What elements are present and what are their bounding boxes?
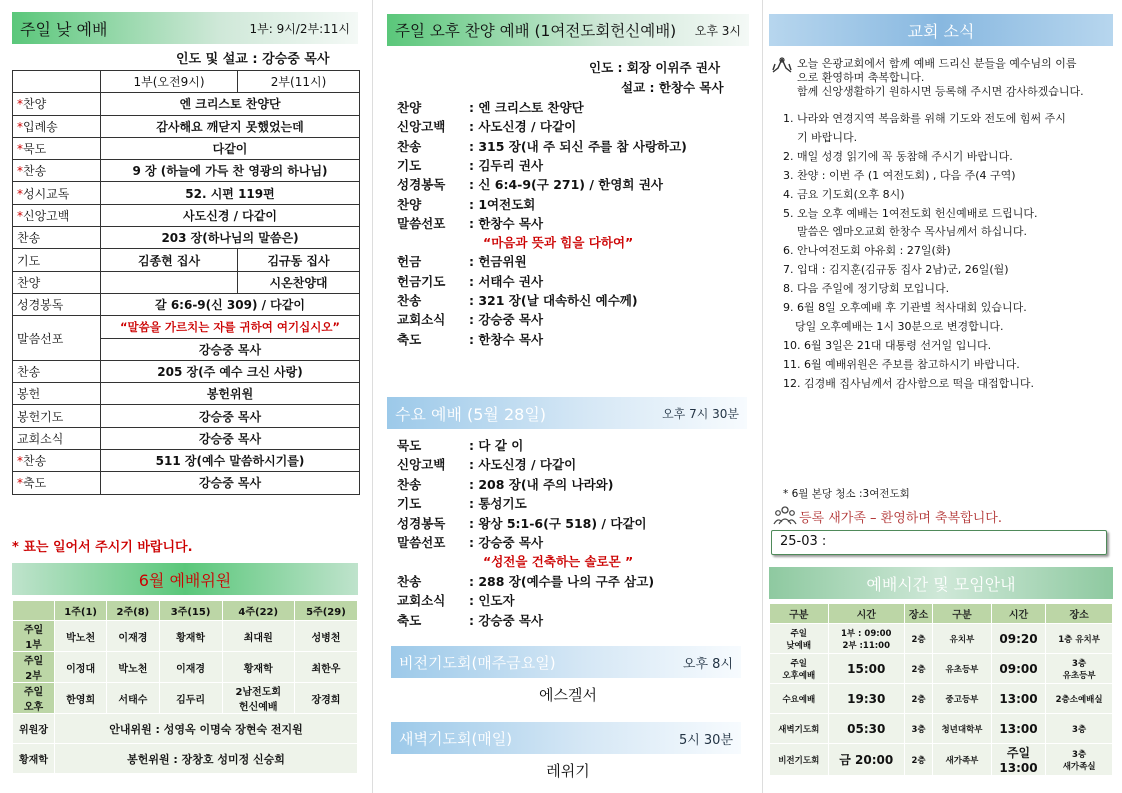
- order-value: : 신 6:4-9(구 271) / 한영희 권사: [469, 177, 663, 193]
- cleaning-note: * 6월 본당 청소 :3여전도회: [783, 488, 910, 500]
- schedule-header-cell: 구분: [933, 604, 992, 624]
- order-label: 찬송: [397, 293, 422, 308]
- duty-committee: 봉헌위원 : 장창호 성미정 신승희: [55, 744, 358, 774]
- order-label: 찬송: [397, 138, 422, 154]
- news-item: 기 바랍니다.: [797, 130, 858, 144]
- table-row: [13, 744, 358, 774]
- order-item: [397, 98, 584, 116]
- welcome-line-2: 으로 환영하며 축복합니다.: [797, 71, 925, 84]
- schedule-header-cell: 장소: [1046, 604, 1113, 624]
- row-label: [13, 360, 101, 382]
- duty-cell: 이재경: [159, 652, 222, 683]
- schedule-header-cell: 시간: [828, 604, 904, 624]
- order-label: 찬양: [397, 196, 422, 212]
- row-label-text: 찬송: [17, 231, 41, 246]
- schedule-cell: 05:30: [828, 714, 904, 744]
- schedule-cell: 유치부: [933, 624, 992, 654]
- order-label: 축도: [397, 331, 422, 347]
- schedule-cell: 청년대학부: [933, 714, 992, 744]
- row-label-text: 찬양: [17, 275, 41, 290]
- schedule-cell: 중고등부: [933, 684, 992, 714]
- schedule-cell: 3층: [1046, 714, 1113, 744]
- table-row: [13, 621, 358, 652]
- order-item: [397, 195, 535, 213]
- duty-cell: 황재학: [159, 621, 222, 652]
- row-label-text: 찬송: [23, 164, 47, 179]
- afternoon-leader: 인도 : 회장 이위주 권사: [589, 60, 721, 75]
- sermon-title: “마음과 뜻과 힘을 다하여”: [483, 235, 634, 251]
- schedule-cell: 3층 유초등부: [1046, 654, 1113, 684]
- row-label-text: 찬양: [23, 97, 47, 112]
- schedule-cell: 주일 13:00: [991, 744, 1046, 776]
- order-value: : 강승중 목사: [469, 312, 544, 328]
- order-value: : 208 장(내 주의 나라와): [469, 476, 614, 492]
- row-value-1: 김종현 집사: [101, 249, 238, 271]
- schedule-cell: 13:00: [991, 684, 1046, 714]
- order-item: [397, 611, 543, 629]
- order-item: [397, 330, 543, 348]
- order-item: [397, 533, 543, 551]
- order-value: : 1여전도회: [469, 196, 536, 212]
- table-row: [13, 714, 358, 744]
- table-row: [13, 472, 360, 494]
- schedule-cell: 3층 새가족실: [1046, 744, 1113, 776]
- dawn-text: 레위기: [546, 762, 590, 780]
- column-header: 2부(11시): [238, 71, 360, 93]
- star-mark: *: [17, 97, 23, 112]
- order-value: : 헌금위원: [469, 254, 527, 270]
- row-label: [13, 405, 101, 427]
- schedule-title: 예배시간 및 모임안내: [866, 574, 1016, 594]
- order-item: [397, 494, 527, 512]
- order-label: 묵도: [397, 438, 422, 453]
- row-value: 강승중 목사: [101, 405, 360, 427]
- row-value-2: 김규동 집사: [238, 249, 360, 271]
- table-row: [13, 204, 360, 226]
- order-value: : 한창수 목사: [469, 331, 544, 347]
- order-item: [397, 252, 527, 270]
- row-label: [13, 227, 101, 249]
- table-row: [770, 654, 1113, 684]
- order-item: [397, 156, 543, 174]
- row-label: [13, 204, 101, 226]
- schedule-cell: 1층 유치부: [1046, 624, 1113, 654]
- row-label: [13, 182, 101, 204]
- news-item: 12. 김경배 집사님께서 감사함으로 떡을 대접합니다.: [783, 376, 1034, 390]
- schedule-header-cell: 구분: [770, 604, 829, 624]
- news-item: 8. 다음 주일에 정기당회 모입니다.: [783, 282, 950, 296]
- duty-header: [12, 563, 358, 595]
- row-value: 다같이: [101, 137, 360, 159]
- schedule-header-cell: 시간: [991, 604, 1046, 624]
- duty-cell: 박노천: [107, 652, 159, 683]
- table-row: [13, 293, 360, 315]
- newcomer-box-text: 25-03 :: [780, 534, 827, 549]
- order-label: 성경봉독: [397, 515, 446, 531]
- schedule-cell: 새벽기도회: [770, 714, 829, 744]
- order-value: : 통성기도: [469, 496, 527, 512]
- order-label: 성경봉독: [397, 177, 446, 193]
- news-title: 교회 소식: [907, 21, 975, 41]
- week-header: 2주(8): [107, 601, 159, 621]
- table-row: [13, 450, 360, 472]
- sunday-service-header: [12, 12, 358, 44]
- duty-label: 주일 오후: [13, 683, 55, 714]
- wednesday-header: [387, 397, 747, 429]
- star-mark: *: [17, 119, 23, 134]
- order-value: : 김두리 권사: [469, 157, 544, 173]
- schedule-header: [769, 567, 1113, 599]
- row-value: 52. 시편 119편: [101, 182, 360, 204]
- order-item: [483, 552, 633, 570]
- row-label: [13, 93, 101, 115]
- row-label: [13, 115, 101, 137]
- news-item: 2. 매일 성경 읽기에 꼭 동참해 주시기 바랍니다.: [783, 149, 1013, 163]
- order-value: : 사도신경 / 다같이: [469, 457, 577, 473]
- order-label: 신앙고백: [397, 119, 446, 135]
- duty-cell: 최대원: [222, 621, 294, 652]
- schedule-cell: 유초등부: [933, 654, 992, 684]
- schedule-cell: 새가족부: [933, 744, 992, 776]
- order-value: : 288 장(예수를 나의 구주 삼고): [469, 573, 655, 589]
- news-item: 3. 찬양 : 이번 주 (1 여전도회) , 다음 주(4 구역): [783, 168, 1016, 182]
- table-row: [770, 714, 1113, 744]
- table-row: [13, 160, 360, 182]
- news-item: 5. 오늘 오후 예배는 1여전도회 헌신예배로 드립니다.: [783, 206, 1038, 220]
- order-value: : 사도신경 / 다같이: [469, 119, 577, 135]
- order-item: [397, 310, 543, 328]
- table-row: [13, 652, 358, 683]
- afternoon-service-title: 주일 오후 찬양 예배 (1여전도회헌신예배): [395, 22, 677, 40]
- order-item: [397, 272, 543, 290]
- duty-table: [12, 600, 358, 774]
- vision-text: 에스겔서: [539, 686, 597, 704]
- news-item: 6. 안나여전도회 야유회 : 27일(화): [783, 244, 951, 258]
- duty-cell: 최한우: [294, 652, 357, 683]
- duty-label: 황재학: [13, 744, 55, 774]
- news-item: 당일 오후예배는 1시 30분으로 변경합니다.: [795, 319, 1004, 333]
- news-item: 말씀은 엠마오교회 한창수 목사님께서 하십니다.: [797, 225, 1028, 239]
- star-mark: *: [17, 142, 23, 157]
- row-value: 511 장(예수 말씀하시기를): [101, 450, 360, 472]
- vision-title: 비전기도회(매주금요일): [399, 653, 556, 672]
- right-column: [762, 0, 1122, 793]
- table-row: [13, 316, 360, 338]
- order-item: [397, 475, 613, 493]
- duty-cell: 이정대: [55, 652, 107, 683]
- standing-note: * 표는 일어서 주시기 바랍니다.: [12, 540, 193, 555]
- duty-title: 6월 예배위원: [138, 570, 232, 590]
- table-row: [13, 601, 358, 621]
- row-value: 강승중 목사: [101, 338, 360, 360]
- row-label-text: 성시교독: [23, 186, 70, 201]
- row-value: 강승중 목사: [101, 472, 360, 494]
- dawn-header: [391, 722, 741, 754]
- row-label-text: 말씀선포: [17, 331, 64, 346]
- week-header: 1주(1): [55, 601, 107, 621]
- schedule-cell: 주일 오후예배: [770, 654, 829, 684]
- schedule-cell: 2층: [904, 684, 932, 714]
- row-value: 봉헌위원: [101, 383, 360, 405]
- row-label-text: 묵도: [23, 142, 47, 157]
- schedule-cell: 2층: [904, 744, 932, 776]
- duty-cell: 한영희: [55, 683, 107, 714]
- row-label: [13, 316, 101, 361]
- afternoon-preacher: 설교 : 한창수 목사: [621, 80, 724, 95]
- order-item: [397, 175, 663, 193]
- row-label-text: 봉헌기도: [17, 409, 64, 424]
- praying-hands-icon: [769, 56, 795, 78]
- order-item: [397, 214, 543, 232]
- column-header: 1부(오전9시): [101, 71, 238, 93]
- star-mark: *: [17, 186, 23, 201]
- news-header: [769, 14, 1113, 46]
- row-value: 203 장(하나님의 말씀은): [101, 227, 360, 249]
- order-value: : 서태수 권사: [469, 273, 544, 289]
- row-label-text: 성경봉독: [17, 298, 64, 313]
- table-row: [770, 744, 1113, 776]
- schedule-cell: 15:00: [828, 654, 904, 684]
- sunday-service-times: 1부: 9시/2부:11시: [249, 21, 350, 36]
- row-label: [13, 450, 101, 472]
- order-label: 헌금: [397, 254, 422, 270]
- order-label: 말씀선포: [397, 215, 446, 231]
- table-row: [13, 93, 360, 115]
- row-label: [13, 472, 101, 494]
- order-label: 말씀선포: [397, 535, 446, 550]
- order-label: 기도: [397, 496, 422, 512]
- order-label: 기도: [397, 157, 422, 173]
- duty-cell: 김두리: [159, 683, 222, 714]
- newcomer-title: 등록 새가족 – 환영하며 축복합니다.: [799, 511, 1002, 526]
- row-label-text: 교회소식: [17, 431, 64, 446]
- vision-header: [391, 646, 741, 678]
- row-value: 205 장(주 예수 크신 사랑): [101, 360, 360, 382]
- row-value-1: [101, 271, 238, 293]
- leader-line: 인도 및 설교 : 강승중 목사: [176, 52, 330, 67]
- sermon-title: “말씀을 가르치는 자를 귀하여 여기십시오”: [101, 316, 360, 338]
- row-label-text: 축도: [23, 476, 47, 491]
- worship-order-table: [12, 70, 360, 495]
- week-header: 3주(15): [159, 601, 222, 621]
- schedule-header-cell: 장소: [904, 604, 932, 624]
- row-label: [13, 249, 101, 271]
- duty-cell: 성병천: [294, 621, 357, 652]
- dawn-title: 새벽기도회(매일): [399, 729, 513, 748]
- table-row: [13, 249, 360, 271]
- schedule-cell: 09:20: [991, 624, 1046, 654]
- order-item: [397, 436, 523, 454]
- news-item: 4. 금요 기도회(오후 8시): [783, 187, 905, 201]
- corner-cell: [13, 601, 55, 621]
- duty-cell: 이재경: [107, 621, 159, 652]
- row-label-text: 신앙고백: [23, 208, 70, 223]
- duty-committee: 안내위원 : 성영옥 이명숙 장현숙 전지원: [55, 714, 358, 744]
- schedule-cell: 수요예배: [770, 684, 829, 714]
- table-row: [770, 604, 1113, 624]
- table-row: [13, 115, 360, 137]
- order-item: [397, 591, 515, 609]
- row-label: [13, 427, 101, 449]
- duty-cell: 서태수: [107, 683, 159, 714]
- table-row: [13, 271, 360, 293]
- order-label: 신앙고백: [397, 457, 446, 473]
- order-value: : 왕상 5:1-6(구 518) / 다같이: [469, 515, 647, 531]
- schedule-cell: 3층: [904, 714, 932, 744]
- table-row: [13, 71, 360, 93]
- table-row: [13, 405, 360, 427]
- row-label: [13, 271, 101, 293]
- order-value: : 321 장(날 대속하신 예수께): [469, 293, 638, 308]
- news-item: 11. 6월 예배위원은 주보를 참고하시기 바랍니다.: [783, 357, 1020, 371]
- newcomer-box: [771, 530, 1107, 555]
- order-label: 찬송: [397, 476, 422, 492]
- schedule-cell: 2층: [904, 654, 932, 684]
- star-mark: *: [17, 208, 23, 223]
- middle-column: [372, 0, 762, 793]
- duty-label: 주일 1부: [13, 621, 55, 652]
- order-item: [397, 572, 654, 590]
- row-label-text: 봉헌: [17, 387, 41, 402]
- order-item: [397, 455, 576, 473]
- table-row: [13, 182, 360, 204]
- duty-cell: 2남전도회 헌신예배: [222, 683, 294, 714]
- week-header: 5주(29): [294, 601, 357, 621]
- schedule-cell: 1부 : 09:00 2부 :11:00: [828, 624, 904, 654]
- table-row: [770, 624, 1113, 654]
- wednesday-title: 수요 예배 (5월 28일): [395, 404, 547, 424]
- order-label: 찬양: [397, 100, 422, 115]
- schedule-cell: 주일 낮예배: [770, 624, 829, 654]
- order-value: : 강승중 목사: [469, 612, 544, 628]
- row-label: [13, 383, 101, 405]
- row-value: 감사해요 깨닫지 못했었는데: [101, 115, 360, 137]
- schedule-cell: 19:30: [828, 684, 904, 714]
- table-row: [13, 427, 360, 449]
- schedule-table: [769, 603, 1113, 776]
- row-label-text: 입례송: [23, 119, 58, 134]
- row-value: 사도신경 / 다같이: [101, 204, 360, 226]
- news-item: 9. 6월 8일 오후예배 후 기관별 척사대회 있습니다.: [783, 301, 1027, 314]
- schedule-cell: 09:00: [991, 654, 1046, 684]
- order-item: [397, 291, 638, 309]
- order-value: : 인도자: [469, 593, 515, 609]
- wednesday-time: 오후 7시 30분: [662, 406, 739, 421]
- family-icon: [773, 505, 797, 525]
- row-value: 강승중 목사: [101, 427, 360, 449]
- welcome-line-3: 함께 신앙생활하기 원하시면 등록해 주시면 감사하겠습니다.: [797, 85, 1084, 98]
- order-label: 찬송: [397, 573, 422, 589]
- order-value: : 315 장(내 주 되신 주를 참 사랑하고): [469, 138, 687, 154]
- row-label: [13, 160, 101, 182]
- table-row: [770, 684, 1113, 714]
- row-label-text: 찬송: [17, 365, 41, 379]
- schedule-cell: 2층: [904, 624, 932, 654]
- row-value: 갈 6:6-9(신 309) / 다같이: [101, 293, 360, 315]
- duty-label: 주일 2부: [13, 652, 55, 683]
- order-item: [397, 117, 576, 135]
- order-item: [483, 233, 633, 251]
- news-item: 10. 6월 3일은 21대 대통령 선거일 입니다.: [783, 338, 992, 352]
- schedule-cell: 2층소예배실: [1046, 684, 1113, 714]
- week-header: 4주(22): [222, 601, 294, 621]
- duty-cell: 장경희: [294, 683, 357, 714]
- star-mark: *: [17, 164, 23, 179]
- schedule-cell: 비전기도회: [770, 744, 829, 776]
- order-item: [397, 514, 647, 532]
- sermon-title: “성전을 건축하는 솔로몬 ”: [483, 554, 634, 570]
- row-label-text: 기도: [17, 253, 41, 268]
- order-value: : 다 같 이: [469, 438, 524, 453]
- afternoon-service-time: 오후 3시: [694, 23, 741, 38]
- news-item: 1. 나라와 연경지역 복음화를 위해 기도와 전도에 힘써 주시: [783, 112, 1066, 125]
- order-value: : 강승중 목사: [469, 535, 544, 550]
- dawn-time: 5시 30분: [678, 732, 733, 748]
- star-mark: *: [17, 454, 23, 469]
- order-label: 교회소식: [397, 593, 446, 609]
- row-label-text: 찬송: [23, 454, 47, 469]
- table-row: [13, 683, 358, 714]
- row-label: [13, 293, 101, 315]
- news-item: 7. 입대 : 김지훈(김규동 집사 2남)군, 26일(월): [783, 263, 1009, 277]
- table-row: [13, 383, 360, 405]
- duty-cell: 박노천: [55, 621, 107, 652]
- row-value: 엔 크리스토 찬양단: [101, 93, 360, 115]
- row-value: 9 장 (하늘에 가득 찬 영광의 하나님): [101, 160, 360, 182]
- table-row: [13, 227, 360, 249]
- order-label: 헌금기도: [397, 273, 446, 289]
- row-label: [13, 137, 101, 159]
- order-label: 교회소식: [397, 312, 446, 328]
- afternoon-service-header: [387, 14, 749, 46]
- order-value: : 엔 크리스토 찬양단: [469, 100, 584, 115]
- table-row: [13, 360, 360, 382]
- corner-cell: [13, 71, 101, 93]
- order-item: [397, 137, 687, 155]
- welcome-line-1: 오늘 은광교회에서 함께 예배 드리신 분들을 예수님의 이름: [797, 57, 1077, 70]
- vision-time: 오후 8시: [682, 656, 733, 672]
- sunday-service-title: 주일 낮 예배: [20, 19, 108, 39]
- star-mark: *: [17, 476, 23, 491]
- duty-cell: 황재학: [222, 652, 294, 683]
- left-column: [0, 0, 372, 793]
- table-row: [13, 137, 360, 159]
- schedule-cell: 13:00: [991, 714, 1046, 744]
- order-label: 축도: [397, 612, 422, 628]
- schedule-cell: 금 20:00: [828, 744, 904, 776]
- order-value: : 한창수 목사: [469, 215, 544, 231]
- row-value-2: 시온찬양대: [238, 271, 360, 293]
- duty-label: 위원장: [13, 714, 55, 744]
